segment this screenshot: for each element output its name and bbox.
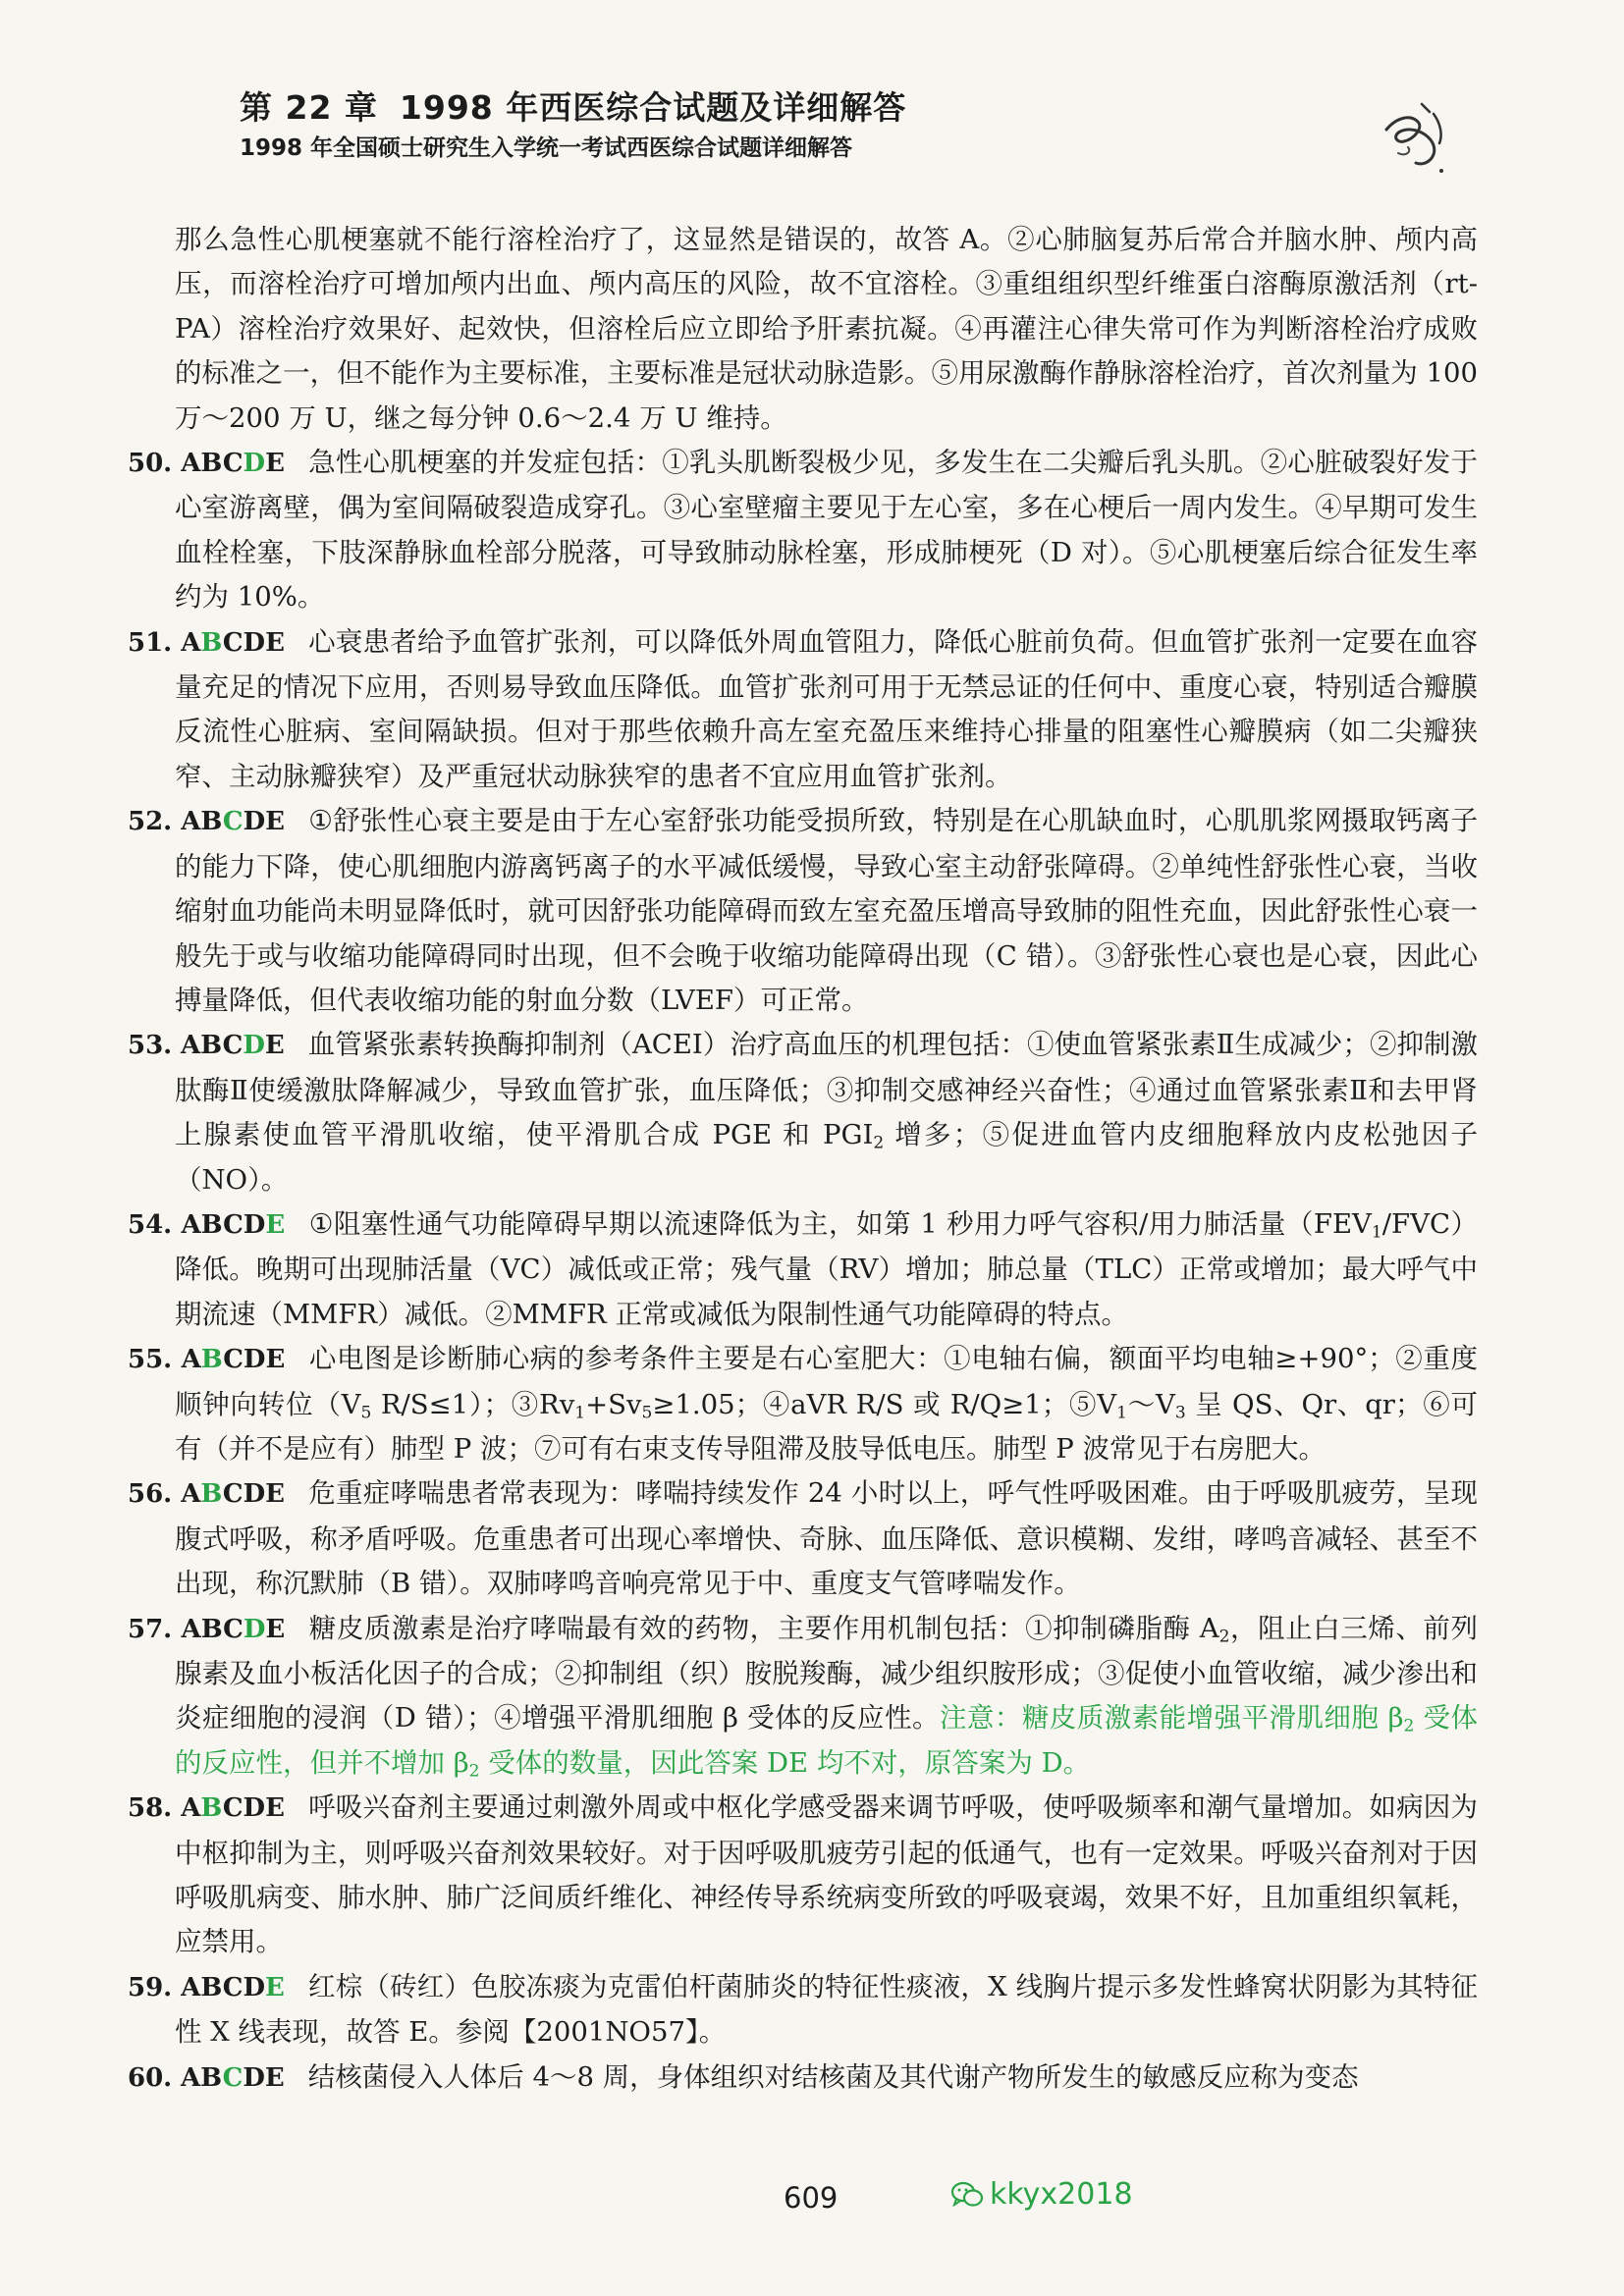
option-letters: DE (243, 2062, 285, 2093)
option-letters: ABCD (181, 1972, 266, 2002)
answer-options (181, 1973, 285, 2002)
option-letters: AB (181, 807, 223, 837)
ink-scribble-icon (1379, 94, 1453, 179)
chapter-subtitle: 1998 年全国硕士研究生入学统一考试西医综合试题详细解答 (240, 135, 853, 161)
answer-lead (128, 626, 308, 658)
answer-options (182, 1615, 286, 1644)
explanation-text: 心电图是诊断肺心病的参考条件主要是右心室肥大：①电轴右偏，额面平均电轴≥+90°；②重度顺钟向转位（$V_5$ R/S≤1）；$③Rv_1+Sv_5\ge 1.05$；④aVR R/S 或 R/Q≥1；$⑤V_1\sim V_3$ 呈 QS、Qr、qr；⑥可有（并不是应有）肺型 P 波；⑦可有右束支传导阻滞及肢导低电压。肺型 P 波常见于右房肥大。 (175, 1343, 1478, 1465)
answer-lead (128, 2061, 308, 2093)
answer-options (181, 1210, 285, 1240)
answer-options (181, 807, 285, 836)
explanation-text: 血管紧张素转换酶抑制剂（ACEI）治疗高血压的机理包括：①使血管紧张素Ⅱ生成减少；②抑制激肽酶Ⅱ使缓激肽降解减少，导致血管扩张，血压降低；③抑制交感神经兴奋性；④通过血管紧张素Ⅱ和去甲肾上腺素使血管平滑肌收缩，使平滑肌合成 PGE 和 $PGI_2$ 增多；⑤促进血管内皮细胞释放内皮松弛因子（NO）。 (175, 1029, 1478, 1196)
option-letters: A (181, 1345, 201, 1375)
watermark (950, 2177, 1133, 2212)
answer-lead (128, 1477, 308, 1509)
answer-options (181, 1479, 285, 1509)
answer-lead (128, 805, 308, 836)
answer-item (128, 1607, 1478, 1787)
option-letters: E (265, 449, 285, 479)
question-number: 57. (128, 1614, 173, 1644)
answer-item (128, 620, 1478, 800)
wechat-icon (950, 2180, 984, 2210)
answer-item (128, 441, 1478, 620)
correct-option: C (222, 2062, 244, 2093)
option-letters: ABC (181, 1614, 244, 1644)
answer-lead (128, 1208, 308, 1240)
question-number: 50. (128, 449, 173, 479)
option-letters: DE (243, 807, 285, 837)
explanation-text: 呼吸兴奋剂主要通过刺激外周或中枢化学感受器来调节呼吸，使呼吸频率和潮气量增加。如病因为中枢抑制为主，则呼吸兴奋剂效果较好。对于因呼吸肌疲劳引起的低通气，也有一定效果。呼吸兴奋剂对于因呼吸肌病变、肺水肿、肺广泛间质纤维化、神经传导系统病变所致的呼吸衰竭，效果不好，且加重组织氧耗，应禁用。 (175, 1791, 1478, 1958)
option-letters: A (181, 1793, 201, 1824)
answer-lead (128, 1613, 308, 1644)
option-letters: CDE (222, 627, 285, 658)
answer-item (128, 1202, 1478, 1337)
explanation-text: 糖皮质激素是治疗哮喘最有效的药物，主要作用机制包括：①抑制磷脂酶 $A_2$，阻止白三烯、前列腺素及血小板活化因子的合成；②抑制组（织）胺脱羧酶，减少组织胺形成；③促使小血管收缩，减少渗出和炎症细胞的浸润（D 错）；④增强平滑肌细胞 β 受体的反应性。注意：糖皮质激素能增强平滑肌细胞 $\beta_2$ 受体的反应性，但并不增加 $\beta_2$ 受体的数量，因此答案 DE 均不对，原答案为 D。 (175, 1612, 1479, 1782)
continued-explanation: 那么急性心肌梗塞就不能行溶栓治疗了，这显然是错误的，故答 A。②心肺脑复苏后常合并脑水肿、颅内高压，而溶栓治疗可增加颅内出血、颅内高压的风险，故不宜溶栓。③重组组织型纤维蛋白溶酶原激活剂（rt-PA）溶栓治疗效果好、起效快，但溶栓后应立即给予肝素抗凝。④再灌注心律失常可作为判断溶栓治疗成败的标准之一，但不能作为主要标准，主要标准是冠状动脉造影。⑤用尿激酶作静脉溶栓治疗，首次剂量为 100 万～200 万 U，继之每分钟 0.6～2.4 万 U 维持。 (175, 224, 1478, 434)
question-number: 59. (128, 1972, 173, 2002)
answer-item (128, 1965, 1478, 2056)
answer-item (128, 1023, 1478, 1202)
correct-option: B (200, 1479, 223, 1510)
answer-list (128, 441, 1478, 2101)
chapter-title (240, 86, 1418, 130)
correct-option: D (243, 449, 266, 479)
answer-item (128, 1337, 1478, 1471)
correct-option: D (243, 1031, 265, 1061)
explanation-text: 结核菌侵入人体后 4～8 周，身体组织对结核菌及其代谢产物所发生的敏感反应称为变态 (307, 2060, 1359, 2093)
explanation-text: ①舒张性心衰主要是由于左心室舒张功能受损所致，特别是在心肌缺血时，心肌肌浆网摄取钙离子的能力下降，使心肌细胞内游离钙离子的水平减低缓慢，导致心室主动舒张障碍。②单纯性舒张性心衰，当收缩射血功能尚未明显降低时，就可因舒张功能障碍而致左室充盈压增高导致肺的阻性充血，因此舒张性心衰一般先于或与收缩功能障碍同时出现，但不会晚于收缩功能障碍出现（C 错）。③舒张性心衰也是心衰，因此心搏量降低，但代表收缩功能的射血分数（LVEF）可正常。 (175, 805, 1478, 1016)
answer-options (181, 628, 285, 658)
option-letters: CDE (223, 1345, 286, 1375)
answer-options (182, 1345, 286, 1374)
explanation-text: 急性心肌梗塞的并发症包括：①乳头肌断裂极少见，多发生在二尖瓣后乳头肌。②心脏破裂好发于心室游离壁，偶为室间隔破裂造成穿孔。③心室壁瘤主要见于左心室，多在心梗后一周内发生。④早期可发生血栓栓塞，下肢深静脉血栓部分脱落，可导致肺动脉栓塞，形成肺梗死（D 对）。⑤心肌梗塞后综合征发生率约为 10%。 (175, 447, 1478, 614)
question-number: 54. (128, 1209, 173, 1240)
correct-option: B (200, 1345, 224, 1375)
answer-item (128, 1471, 1478, 1606)
explanation-text: 心衰患者给予血管扩张剂，可以降低外周血管阻力，降低心脏前负荷。但血管扩张剂一定要在血容量充足的情况下应用，否则易导致血压降低。血管扩张剂可用于无禁忌证的任何中、重度心衰，特别适合瓣膜反流性心脏病、室间隔缺损。但对于那些依赖升高左室充盈压来维持心排量的阻塞性心瓣膜病（如二尖瓣狭窄、主动脉瓣狭窄）及严重冠状动脉狭窄的患者不宜应用血管扩张剂。 (175, 625, 1478, 792)
watermark-text: kkyx2018 (990, 2177, 1133, 2212)
chapter-name: 1998 年西医综合试题及详细解答 (399, 88, 907, 127)
correct-option: E (265, 1209, 286, 1240)
correct-option: D (243, 1614, 266, 1644)
option-letters: CDE (222, 1793, 285, 1824)
chapter-number: 第 22 章 (240, 88, 378, 127)
page-header (240, 86, 1418, 165)
answer-options (181, 449, 285, 478)
option-letters: E (264, 1031, 285, 1061)
question-number: 53. (128, 1031, 173, 1061)
question-number: 52. (128, 807, 173, 837)
answer-lead (128, 1343, 308, 1374)
answer-lead (128, 1029, 308, 1060)
correct-option: C (222, 807, 244, 837)
answer-lead (128, 1791, 308, 1823)
answer-item (128, 2056, 1478, 2101)
answer-lead (128, 447, 308, 478)
question-number: 56. (128, 1479, 173, 1510)
question-number: 60. (128, 2062, 173, 2093)
page-number: 609 (784, 2181, 839, 2215)
correct-option: B (200, 627, 223, 658)
option-letters: E (265, 1614, 286, 1644)
question-number: 58. (128, 1793, 173, 1824)
answer-options (181, 1793, 285, 1823)
answer-options (181, 2063, 285, 2093)
answer-lead (128, 1971, 308, 2002)
option-letters: ABC (181, 1031, 244, 1061)
answer-item (128, 799, 1478, 1023)
explanation-text: 危重症哮喘患者常表现为：哮喘持续发作 24 小时以上，呼气性呼吸困难。由于呼吸肌疲劳，呈现腹式呼吸，称矛盾呼吸。危重患者可出现心率增快、奇脉、血压降低、意识模糊、发绀，哮鸣音减轻、甚至不出现，称沉默肺（B 错）。双肺哮鸣音响亮常见于中、重度支气管哮喘发作。 (175, 1477, 1478, 1600)
question-number: 55. (128, 1345, 173, 1375)
option-letters: A (181, 627, 201, 658)
explanation-text: 红棕（砖红）色胶冻痰为克雷伯杆菌肺炎的特征性痰液，X 线胸片提示多发性蜂窝状阴影为其特征性 X 线表现，故答 E。参阅【2001NO57】。 (175, 1970, 1478, 2049)
option-letters: ABCD (181, 1209, 266, 1240)
answer-content (128, 218, 1478, 2101)
correct-option: E (265, 1972, 285, 2002)
option-letters: ABC (181, 449, 244, 479)
correct-option: B (200, 1793, 223, 1824)
option-letters: CDE (222, 1479, 285, 1510)
explanation-text: ①阻塞性通气功能障碍早期以流速降低为主，如第 1 秒用力呼气容积/用力肺活量$(FEV_1/FVC)$降低。晚期可出现肺活量（VC）减低或正常；残气量（RV）增加；肺总量（TLC）正常或增加；最大呼气中期流速（MMFR）减低。②MMFR 正常或减低为限制性通气功能障碍的特点。 (175, 1207, 1478, 1330)
option-letters: AB (180, 2062, 223, 2093)
question-number: 51. (128, 627, 173, 658)
answer-item (128, 1786, 1478, 1965)
answer-options (181, 1031, 285, 1060)
option-letters: A (181, 1479, 201, 1510)
